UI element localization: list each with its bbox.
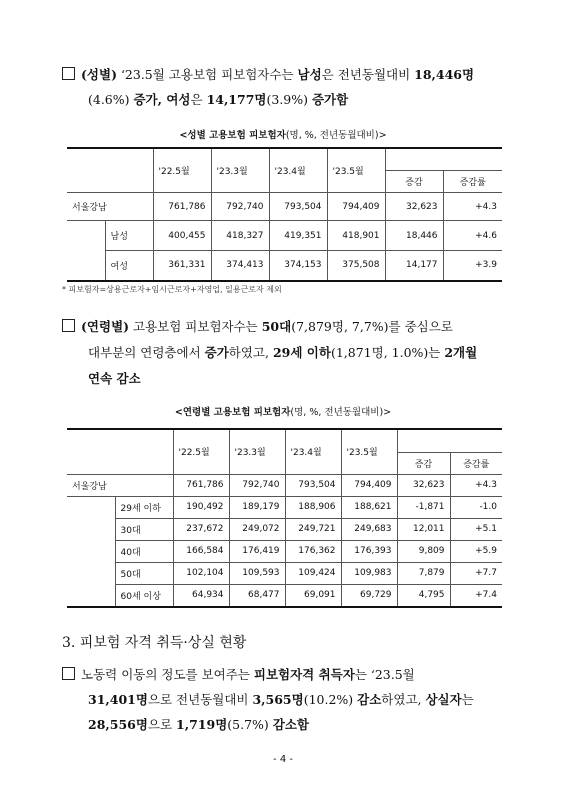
cell: +5.1 xyxy=(450,518,502,540)
caption-unit: (명, %, 전년동월대비)> xyxy=(290,407,392,418)
column-header-change: 증감 xyxy=(397,452,450,474)
cell: 761,786 xyxy=(153,193,211,221)
column-header-rate: 증감률 xyxy=(443,171,502,193)
column-header-rate: 증감률 xyxy=(450,452,502,474)
cell: 176,362 xyxy=(285,540,341,562)
text: 피보험자격 취득자 xyxy=(253,667,355,682)
text: 증가 xyxy=(204,345,229,360)
text: 대부분의 연령층에서 xyxy=(88,345,205,360)
cell: 68,477 xyxy=(229,584,285,607)
gender-table-caption xyxy=(0,127,566,141)
cell: +7.7 xyxy=(450,562,502,584)
text: 남성 xyxy=(297,67,322,82)
text: (3.9%) xyxy=(266,92,312,107)
cell: 418,901 xyxy=(327,221,385,251)
text: 하였고, xyxy=(228,345,273,360)
cell: 109,593 xyxy=(229,562,285,584)
row-label: 29세 이하 xyxy=(115,496,173,518)
cell: +5.9 xyxy=(450,540,502,562)
text: ‘23.5월 고용보험 피보험자수는 xyxy=(116,67,298,82)
text: (연령별) xyxy=(81,319,130,334)
footnote: * 피보험자=상용근로자+임시근로자+자영업, 일용근로자 제외 xyxy=(62,285,282,294)
cell: -1,871 xyxy=(397,496,450,518)
text: 증가함 xyxy=(311,92,349,107)
cell: 69,091 xyxy=(285,584,341,607)
column-header: '23.3월 xyxy=(229,429,285,474)
text: 31,401명 xyxy=(88,692,148,707)
cell: 188,621 xyxy=(341,496,397,518)
header-blank xyxy=(397,429,502,452)
cell: 249,683 xyxy=(341,518,397,540)
cell: 419,351 xyxy=(269,221,327,251)
text: 고용보험 피보험자수는 xyxy=(129,319,262,334)
text: 으로 xyxy=(147,717,177,732)
cell: 166,584 xyxy=(173,540,229,562)
text: 1,719명 xyxy=(176,717,228,732)
column-header: '23.5월 xyxy=(327,148,385,193)
text: 노동력 이동의 정도를 보여주는 xyxy=(81,667,254,682)
corner-cell xyxy=(67,429,173,474)
cell: 761,786 xyxy=(173,474,229,496)
row-label: 40대 xyxy=(115,540,173,562)
caption-title: <성별 고용보험 피보험자 xyxy=(179,130,286,141)
cell: 102,104 xyxy=(173,562,229,584)
text: 2개월 xyxy=(444,345,478,360)
cell: 794,409 xyxy=(341,474,397,496)
cell: 189,179 xyxy=(229,496,285,518)
cell: 109,983 xyxy=(341,562,397,584)
column-header: '23.4월 xyxy=(285,429,341,474)
text: 는 ‘23.5월 xyxy=(354,667,415,682)
cell: +7.4 xyxy=(450,584,502,607)
text: 은 xyxy=(190,92,207,107)
row-label: 서울강남 xyxy=(67,193,153,221)
text: 은 전년동월대비 xyxy=(321,67,415,82)
text: 증가, 여성 xyxy=(133,92,191,107)
cell: -1.0 xyxy=(450,496,502,518)
checkbox-bullet xyxy=(62,67,75,80)
cell: 176,419 xyxy=(229,540,285,562)
cell: +4.3 xyxy=(443,193,502,221)
caption-title: <연령별 고용보험 피보험자 xyxy=(174,407,291,418)
indent-cell xyxy=(67,496,115,607)
checkbox-bullet xyxy=(62,319,75,332)
indent-cell xyxy=(67,221,105,281)
age-table xyxy=(67,428,502,608)
caption-unit: (명, %, 전년동월대비)> xyxy=(285,130,387,141)
cell: 188,906 xyxy=(285,496,341,518)
cell: 4,795 xyxy=(397,584,450,607)
cell: 69,729 xyxy=(341,584,397,607)
text: (4.6%) xyxy=(88,92,134,107)
text: (5.7%) xyxy=(227,717,273,732)
cell: 375,508 xyxy=(327,251,385,281)
cell: 361,331 xyxy=(153,251,211,281)
cell: 792,740 xyxy=(229,474,285,496)
row-label: 30대 xyxy=(115,518,173,540)
corner-cell xyxy=(67,148,153,193)
cell: 32,623 xyxy=(397,474,450,496)
text: 으로 전년동월대비 xyxy=(147,692,253,707)
text: 18,446명 xyxy=(414,67,475,82)
text: 는 xyxy=(461,692,474,707)
cell: +4.6 xyxy=(443,221,502,251)
cell: 792,740 xyxy=(211,193,269,221)
cell: +4.3 xyxy=(450,474,502,496)
cell: 109,424 xyxy=(285,562,341,584)
text: (10.2%) xyxy=(303,692,358,707)
age-paragraph xyxy=(62,314,504,392)
cell: +3.9 xyxy=(443,251,502,281)
cell: 64,934 xyxy=(173,584,229,607)
cell: 176,393 xyxy=(341,540,397,562)
cell: 9,809 xyxy=(397,540,450,562)
cell: 794,409 xyxy=(327,193,385,221)
cell: 249,072 xyxy=(229,518,285,540)
header-blank xyxy=(385,148,502,171)
text: (7,879명, 7,7%)를 중심으로 xyxy=(291,319,453,334)
text: 50대 xyxy=(261,319,292,334)
cell: 18,446 xyxy=(385,221,443,251)
column-header: '23.5월 xyxy=(341,429,397,474)
cell: 7,879 xyxy=(397,562,450,584)
gender-table xyxy=(67,147,502,282)
text: 연속 감소 xyxy=(88,371,141,386)
text: 28,556명 xyxy=(88,717,148,732)
text: 29세 이하 xyxy=(272,345,331,360)
cell: 374,153 xyxy=(269,251,327,281)
row-label: 남성 xyxy=(105,221,153,251)
cell: 793,504 xyxy=(285,474,341,496)
text: 14,177명 xyxy=(206,92,267,107)
cell: 249,721 xyxy=(285,518,341,540)
text: 상실자 xyxy=(425,692,462,707)
text: 3,565명 xyxy=(252,692,304,707)
row-label: 50대 xyxy=(115,562,173,584)
cell: 190,492 xyxy=(173,496,229,518)
row-label: 60세 이상 xyxy=(115,584,173,607)
cell: 32,623 xyxy=(385,193,443,221)
text: 하였고, xyxy=(381,692,426,707)
acquisition-paragraph xyxy=(62,662,504,737)
column-header-change: 증감 xyxy=(385,171,443,193)
column-header: '23.4월 xyxy=(269,148,327,193)
row-label: 여성 xyxy=(105,251,153,281)
cell: 400,455 xyxy=(153,221,211,251)
gender-paragraph xyxy=(62,62,504,112)
row-label: 서울강남 xyxy=(67,474,173,496)
text: (1,871명, 1.0%)는 xyxy=(330,345,445,360)
cell: 237,672 xyxy=(173,518,229,540)
cell: 418,327 xyxy=(211,221,269,251)
cell: 793,504 xyxy=(269,193,327,221)
column-header: '22.5월 xyxy=(153,148,211,193)
text: 감소 xyxy=(357,692,382,707)
cell: 14,177 xyxy=(385,251,443,281)
text: 감소함 xyxy=(272,717,309,732)
page-number: - 4 - xyxy=(273,754,293,765)
column-header: '22.5월 xyxy=(173,429,229,474)
section-heading: 3. 피보험 자격 취득·상실 현황 xyxy=(62,635,247,651)
age-table-caption xyxy=(0,404,566,418)
cell: 12,011 xyxy=(397,518,450,540)
cell: 374,413 xyxy=(211,251,269,281)
checkbox-bullet xyxy=(62,667,75,680)
text: (성별) xyxy=(81,67,117,82)
column-header: '23.3월 xyxy=(211,148,269,193)
